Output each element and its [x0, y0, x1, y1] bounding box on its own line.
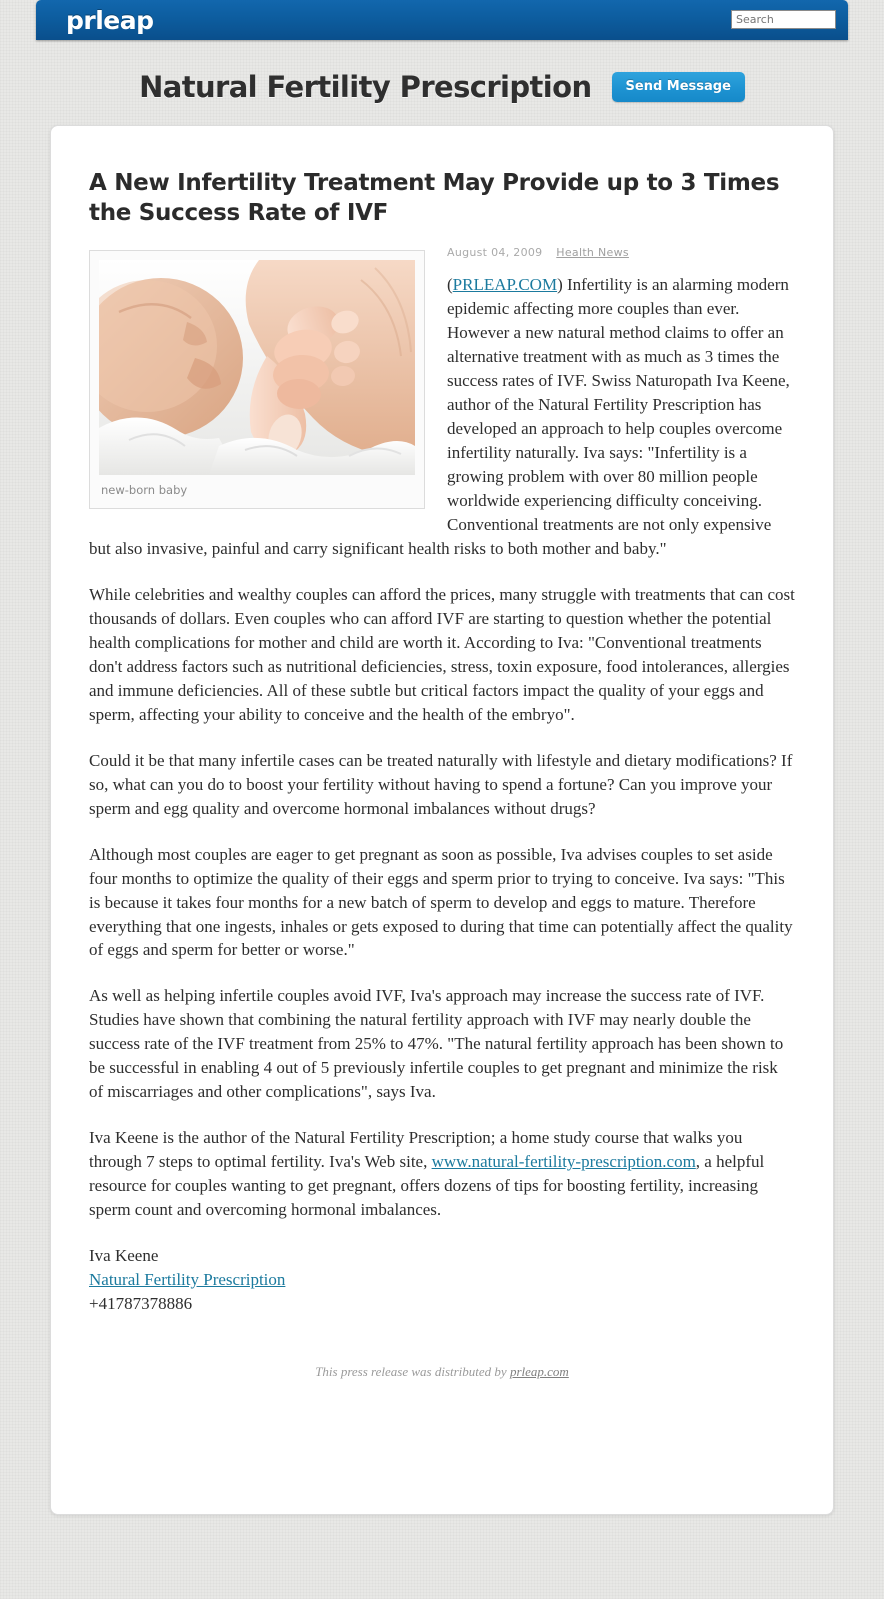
page-bottom-spacer — [0, 1515, 884, 1575]
paragraph-4: Although most couples are eager to get pregnant as soon as possible, Iva advises couples to set aside four months to optimize the quality of their eggs and sperm prior to trying to conceive. Iva says: "This is because it takes four months for a new batch of sperm to develop and eggs to mature. Therefore everything that one ingests, inhales or gets exposed to during that time can potentially affect the quality of eggs and sperm for better or worse." — [89, 844, 793, 960]
contact-company-line — [89, 1268, 795, 1292]
para1-text: ) Infertility is an alarming modern epidemic affecting more couples than ever. However a new natural method claims to offer an alternative treatment with as much as 3 times the success rates of IVF. Swiss Naturopath Iva Keene, author of the Natural Fertility Prescription has developed an approach to help couples overcome infertility naturally. Iva says: "Infertility is a growing problem with over 80 million people worldwide experiencing difficulty conceiving. Conventional treatments are not only expensive but also invasive, painful and carry significant health risks to both mother and baby." — [89, 275, 790, 558]
paragraph-6 — [89, 1126, 795, 1222]
article-date: August 04, 2009 — [447, 246, 543, 260]
page-title: Natural Fertility Prescription — [139, 69, 592, 104]
article-category-link[interactable]: Health News — [556, 246, 629, 260]
site-header — [36, 0, 848, 40]
article-headline: A New Infertility Treatment May Provide up to 3 Times the Success Rate of IVF — [89, 170, 780, 227]
distribution-note-text: This press release was distributed by — [315, 1364, 510, 1380]
contact-name: Iva Keene — [89, 1246, 159, 1266]
para1-open-paren: ( — [447, 275, 453, 295]
article-figure — [89, 250, 425, 509]
distribution-note — [89, 1364, 795, 1380]
paragraph-5: As well as helping infertile couples avoid IVF, Iva's approach may increase the success rate of IVF. Studies have shown that combining the natural fertility approach with IVF may nearly double the success rate of the IVF treatment from 25% to 47%. "The natural fertility approach has been shown to be successful in enabling 4 out of 5 previously infertile couples to get pregnant and minimize the risk of miscarriages and other complications", says Iva. — [89, 986, 784, 1102]
prleap-logo[interactable]: prleap — [66, 5, 154, 35]
paragraph-2: While celebrities and wealthy couples can afford the prices, many struggle with treatments that can cost thousands of dollars. Even couples who can afford IVF are starting to question whether the potential health complications for mother and child are worth it. According to Iva: "Conventional treatments don't address factors such as nutritional deficiencies, stress, toxin exposure, food intolerances, allergies and immune deficiencies. All of these subtle but critical factors impact the quality of your eggs and sperm, affecting your ability to conceive and the health of the embryo". — [89, 584, 795, 724]
para6-tail-text: , a helpful resource for couples wanting to get pregnant, offers dozens of tips for boosting fertility, increasing sperm count and overcoming hormonal imbalances. — [89, 1152, 765, 1220]
natural-fertility-website-link[interactable]: www.natural-fertility-prescription.com — [431, 1152, 696, 1172]
prleap-footer-link[interactable]: prleap.com — [509, 1364, 569, 1380]
contact-block — [89, 1244, 795, 1316]
send-message-button[interactable]: Send Message — [612, 72, 745, 102]
top-bar-container — [0, 0, 884, 40]
page-title-row — [0, 40, 884, 125]
para6-lead-text: Iva Keene is the author of the Natural Fertility Prescription; a home study course that walks you through 7 steps to optimal fertility. Iva's Web site, — [89, 1128, 743, 1172]
search-input[interactable] — [731, 10, 836, 29]
contact-phone: +41787378886 — [89, 1294, 193, 1314]
contact-company-link[interactable]: Natural Fertility Prescription — [89, 1270, 286, 1290]
prleap-source-link[interactable]: PRLEAP.COM — [452, 275, 558, 295]
article-card — [50, 125, 834, 1515]
newborn-baby-image — [99, 260, 415, 475]
paragraph-3: Could it be that many infertile cases can be treated naturally with lifestyle and dietary modifications? If so, what can you do to boost your fertility without having to spend a fortune? Can you improve your sperm and egg quality and overcome hormonal imbalances without drugs? — [89, 750, 793, 818]
figure-caption: new-born baby — [101, 483, 188, 498]
